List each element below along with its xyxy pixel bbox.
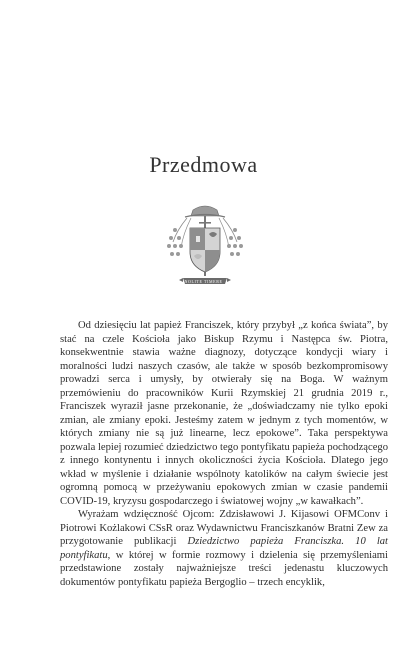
paragraph [60, 508, 388, 589]
paragraph: Od dziesięciu lat papież Franciszek, który przybył „z końca świata”, by stać na czele Kościoła jako Biskup Rzymu i Następca św. Piotra, konsekwentnie stawia ważne diagnozy, dotyczące kondycji wiary i moralności ludzi naszych czasów, ale także w sposób bezkompromisowy prowadzi serca i umysły, by otwierały się na Boga. W ważnym przemówieniu do pracowników Kurii Rzymskiej 21 grudnia 2019 r., Franciszek wyraził jasne przekonanie, że „doświadczamy nie tylko epoki zmian, ale zmiany epoki. Jesteśmy zatem w jednym z tych momentów, w których zmiany nie są już linearne, lecz epokowe”. Taka perspektywa pozwala lepiej rozumieć dziedzictwo tego pontyfikatu papieża pochodzącego z innego kontynentu i innych okoliczności życia Kościoła. Dlatego jego wkład w myślenie i działanie wspólnoty katolików na całym świecie jest ogromną pomocą w przeżywaniu epokowych zmian w czasie pandemii COVID-19, kryzysu gospodarczego i światowej wojny „w kawałkach”. [60, 320, 388, 507]
book-title: Dziedzictwo papieża Franciszka. 10 lat pontyfikatu [60, 536, 388, 561]
page-title: Przedmowa [149, 152, 258, 177]
crest-motto: NOLITE TIMERE [184, 279, 223, 284]
paragraph-text: , w której w formie rozmowy i dzielenia się przemyśleniami przedstawione zostały najważniejsze treści jedenastu kluczowych dokumentów pontyfikatu papieża Bergoglio – trzech encyklik, [60, 549, 388, 588]
paragraph-text: Wyrażam wdzięczność Ojcom: Zdzisławowi J. Kijasowi OFMConv i Piotrowi Kożlakowi CSsR oraz Wydawnictwu Franciszkanów Bratni Zew za przygotowanie publikacji [60, 509, 388, 547]
body-text [60, 319, 388, 589]
